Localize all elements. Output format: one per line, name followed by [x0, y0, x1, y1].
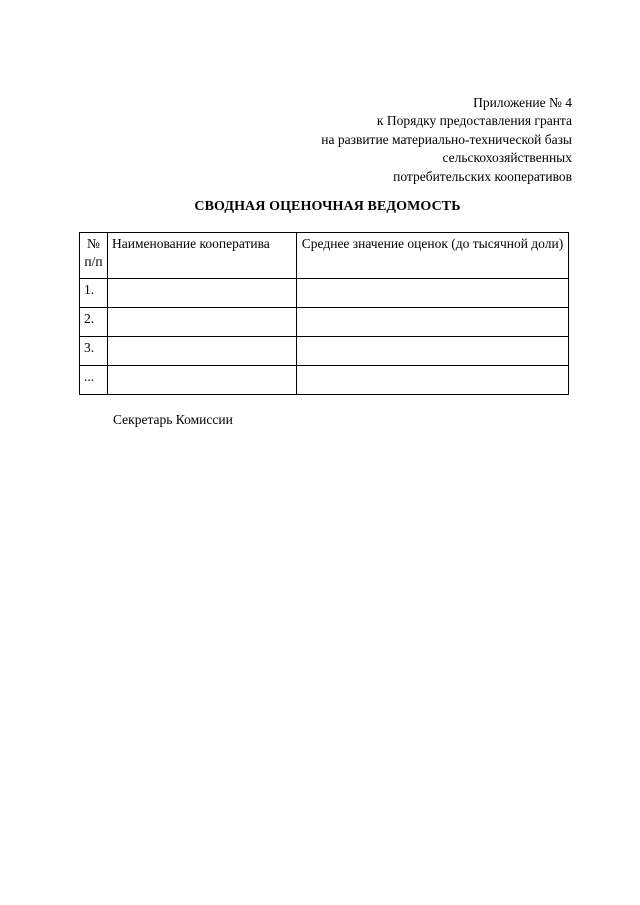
table-row [80, 308, 569, 337]
row-average-score [297, 308, 569, 337]
table-row [80, 337, 569, 366]
appendix-line: на развитие материально-технической базы [321, 131, 572, 147]
table-row [80, 279, 569, 308]
row-cooperative-name [108, 279, 297, 308]
secretary-signature-label: Секретарь Комиссии [113, 412, 233, 427]
summary-table [79, 232, 569, 395]
appendix-line: потребительских кооперативов [393, 168, 572, 184]
table-row [80, 366, 569, 395]
header-num: № п/п [80, 233, 108, 279]
row-average-score [297, 337, 569, 366]
appendix-line: сельскохозяйственных [442, 150, 572, 166]
header-average-score: Среднее значение оценок (до тысячной доли) [297, 233, 569, 279]
table-header-row [80, 233, 569, 279]
row-average-score [297, 366, 569, 395]
appendix-line: к Порядку предоставления гранта [376, 113, 572, 129]
row-num: ... [80, 366, 108, 395]
document-title: СВОДНАЯ ОЦЕНОЧНАЯ ВЕДОМОСТЬ [194, 199, 461, 214]
row-cooperative-name [108, 337, 297, 366]
header-cooperative-name: Наименование кооператива [108, 233, 297, 279]
row-cooperative-name [108, 366, 297, 395]
row-num: 2. [80, 308, 108, 337]
appendix-line: Приложение № 4 [473, 95, 572, 110]
row-average-score [297, 279, 569, 308]
row-num: 1. [80, 279, 108, 308]
appendix-reference [321, 94, 572, 186]
row-cooperative-name [108, 308, 297, 337]
row-num: 3. [80, 337, 108, 366]
